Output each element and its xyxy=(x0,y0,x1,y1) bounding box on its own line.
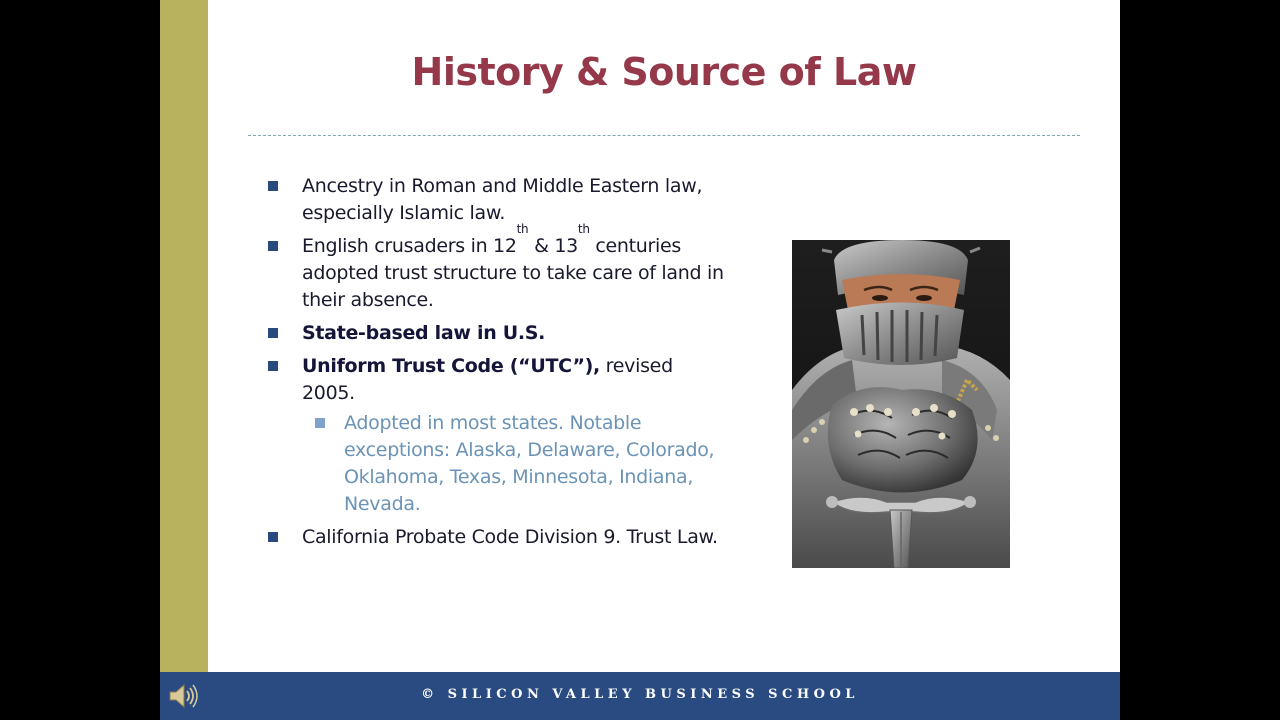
bullet-text: California Probate Code Division 9. Trust Law. xyxy=(302,526,718,548)
bullet-text-bold: State-based law in U.S. xyxy=(302,322,546,344)
superscript: th xyxy=(516,222,529,236)
bullet-square-icon xyxy=(268,361,278,371)
bullet-text-part: & 13 xyxy=(528,235,578,257)
bullet-square-icon xyxy=(268,241,278,251)
bullet-item xyxy=(265,320,725,347)
sub-bullet-square-icon xyxy=(315,418,325,428)
bullet-square-icon xyxy=(268,532,278,542)
sub-bullet-text: Adopted in most states. Notable exceptions: Alaska, Delaware, Colorado, Oklahoma, Texas, Minnesota, Indiana, Nevada. xyxy=(344,412,715,515)
bullet-item xyxy=(265,173,725,227)
bullet-text-bold: Uniform Trust Code (“UTC”), xyxy=(302,355,600,377)
knight-photo xyxy=(792,240,1010,568)
title-divider xyxy=(248,135,1080,136)
slide-title: History & Source of Law xyxy=(411,50,917,94)
bullet-item xyxy=(265,353,725,407)
footer-copyright: © SILICON VALLEY BUSINESS SCHOOL xyxy=(421,687,859,702)
bullet-square-icon xyxy=(268,328,278,338)
bullet-square-icon xyxy=(268,181,278,191)
knight-image-icon xyxy=(792,240,1010,568)
footer-bar xyxy=(160,672,1120,720)
slide xyxy=(160,0,1120,720)
bullet-text-part: English crusaders in 12 xyxy=(302,235,517,257)
bullet-item xyxy=(265,524,725,551)
bullet-list xyxy=(265,173,725,557)
sub-bullet-item xyxy=(265,410,725,518)
bullet-item xyxy=(265,222,725,314)
sidebar-accent-bar xyxy=(160,0,208,672)
bullet-text: Ancestry in Roman and Middle Eastern law, especially Islamic law. xyxy=(302,175,703,224)
bullet-text-part: centuries adopted trust structure to take care of land in their absence. xyxy=(302,235,724,311)
bullet-text-part: revised 2005. xyxy=(302,355,673,404)
superscript: th xyxy=(577,222,590,236)
